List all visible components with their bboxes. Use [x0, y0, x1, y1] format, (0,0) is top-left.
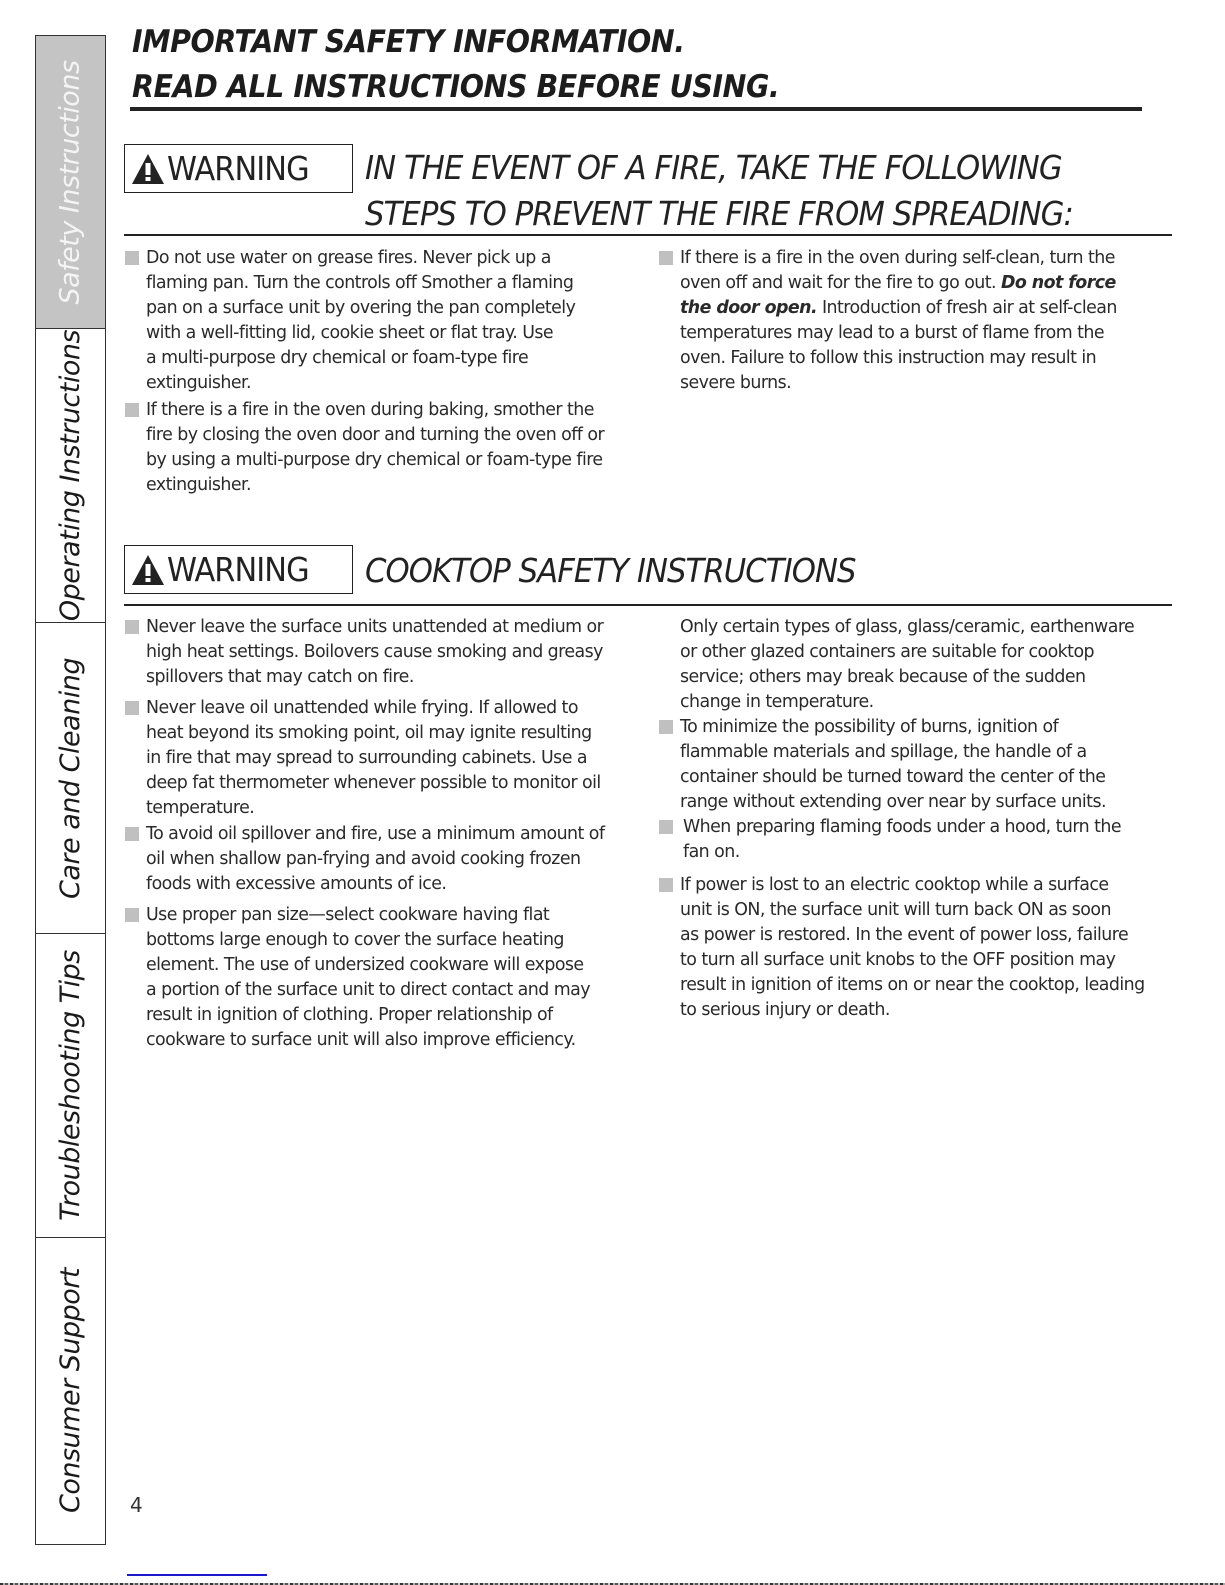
text-line: to turn all surface unit knobs to the OFF position may [680, 950, 1116, 970]
title-line-1: IMPORTANT SAFETY INFORMATION. [132, 24, 685, 60]
text-line: result in ignition of items on or near the cooktop, leading [680, 975, 1145, 995]
text-line: service; others may break because of the sudden [680, 667, 1086, 687]
list-item [658, 815, 1198, 865]
warning-label: WARNING [167, 550, 309, 589]
emphasis-text: the door open. [680, 298, 817, 318]
tab-consumer-support[interactable] [36, 1238, 105, 1543]
tab-label: Safety Instructions [55, 59, 86, 305]
bottom-link-underline[interactable] [127, 1574, 267, 1576]
tab-label: Troubleshooting Tips [55, 950, 86, 1221]
fire-right-column [658, 246, 1178, 396]
tab-label: Care and Cleaning [55, 657, 87, 899]
text-line: If power is lost to an electric cooktop while a surface [680, 875, 1109, 895]
text-line: container should be turned toward the center of the [680, 767, 1106, 787]
list-item [658, 615, 1198, 715]
text-line: a multi-purpose dry chemical or foam-type fire [146, 348, 529, 368]
list-item [658, 715, 1198, 815]
cooktop-section-heading: COOKTOP SAFETY INSTRUCTIONS [365, 551, 856, 590]
text-line: extinguisher. [146, 475, 251, 495]
text-line: foods with excessive amounts of ice. [146, 874, 447, 894]
text-line: to serious injury or death. [680, 1000, 890, 1020]
text-line: unit is ON, the surface unit will turn back ON as soon [680, 900, 1111, 920]
text-line: a portion of the surface unit to direct contact and may [146, 980, 590, 1000]
text-line [680, 271, 1178, 296]
text-line: temperatures may lead to a burst of flame from the [680, 323, 1104, 343]
heading-line-1: IN THE EVENT OF A FIRE, TAKE THE FOLLOWING [365, 148, 1062, 187]
text-line: bottoms large enough to cover the surface heating [146, 930, 564, 950]
text-line: To avoid oil spillover and fire, use a minimum amount of [146, 824, 605, 844]
list-item [124, 615, 654, 690]
list-item [658, 873, 1198, 1023]
list-item [124, 822, 654, 897]
text-line: element. The use of undersized cookware will expose [146, 955, 584, 975]
text-line: flammable materials and spillage, the handle of a [680, 742, 1087, 762]
text-line [680, 296, 1178, 321]
tab-label: Consumer Support [55, 1268, 86, 1513]
text-line: or other glazed containers are suitable for cooktop [680, 642, 1095, 662]
list-item [124, 398, 644, 498]
text-run: Introduction of fresh air at self-clean [817, 298, 1117, 318]
text-line: If there is a fire in the oven during baking, smother the [146, 400, 594, 420]
bullet-square-icon [125, 403, 139, 417]
warning-badge-cooktop [124, 545, 353, 594]
emphasis-text: Do not force [1001, 273, 1116, 293]
bullet-square-icon [125, 908, 139, 922]
list-item [124, 903, 654, 1053]
text-line: in fire that may spread to surrounding cabinets. Use a [146, 748, 587, 768]
heading-line-2: STEPS TO PREVENT THE FIRE FROM SPREADING: [365, 194, 1073, 233]
text-run: oven off and wait for the fire to go out. [680, 273, 1001, 293]
tab-troubleshooting-tips[interactable] [36, 934, 105, 1238]
bullet-square-icon [125, 620, 139, 634]
bullet-square-icon [659, 820, 673, 834]
warning-badge-fire [124, 144, 353, 193]
title-line-2: READ ALL INSTRUCTIONS BEFORE USING. [132, 69, 780, 105]
text-line: extinguisher. [146, 373, 251, 393]
tab-safety-instructions[interactable] [36, 36, 105, 329]
text-line: oven. Failure to follow this instruction may result in [680, 348, 1097, 368]
text-line: To minimize the possibility of burns, ignition of [680, 717, 1059, 737]
text-line: fan on. [683, 842, 740, 862]
text-line: temperature. [146, 798, 255, 818]
text-line: Never leave the surface units unattended at medium or [146, 617, 604, 637]
text-line: high heat settings. Boilovers cause smoking and greasy [146, 642, 603, 662]
text-line: Use proper pan size—select cookware having flat [146, 905, 550, 925]
fire-section-heading [365, 145, 1073, 237]
bullet-square-icon [659, 251, 673, 265]
cooktop-right-column [658, 615, 1198, 1023]
fire-section-divider [124, 234, 1172, 236]
warning-label: WARNING [167, 149, 309, 188]
text-line: Do not use water on grease fires. Never pick up a [146, 248, 551, 268]
text-line: pan on a surface unit by overing the pan completely [146, 298, 576, 318]
bullet-square-icon [125, 701, 139, 715]
text-line: change in temperature. [680, 692, 874, 712]
page-number: 4 [130, 1493, 143, 1517]
text-line: flaming pan. Turn the controls off Smother a flaming [146, 273, 574, 293]
bullet-square-icon [659, 720, 673, 734]
text-line: When preparing flaming foods under a hood, turn the [683, 817, 1122, 837]
text-line: spillovers that may catch on fire. [146, 667, 414, 687]
list-item [124, 246, 644, 396]
text-line: heat beyond its smoking point, oil may ignite resulting [146, 723, 592, 743]
cooktop-left-column [124, 615, 654, 1053]
section-tabs [35, 35, 106, 1545]
page-title [132, 20, 1061, 110]
text-line: with a well-fitting lid, cookie sheet or flat tray. Use [146, 323, 554, 343]
bullet-square-icon [125, 827, 139, 841]
list-item [658, 246, 1178, 396]
bullet-square-icon [125, 251, 139, 265]
warning-triangle-icon [131, 554, 165, 586]
text-line: severe burns. [680, 373, 792, 393]
list-item [124, 696, 654, 821]
text-line: by using a multi-purpose dry chemical or foam-type fire [146, 450, 603, 470]
tab-label: Operating Instructions [55, 329, 86, 622]
text-line: result in ignition of clothing. Proper relationship of [146, 1005, 553, 1025]
text-line: as power is restored. In the event of power loss, failure [680, 925, 1129, 945]
warning-triangle-icon [131, 153, 165, 185]
text-line: Only certain types of glass, glass/ceramic, earthenware [680, 617, 1135, 637]
text-line: If there is a fire in the oven during self-clean, turn the [680, 248, 1115, 268]
tab-care-and-cleaning[interactable] [36, 623, 105, 934]
title-divider [130, 107, 1142, 111]
fire-left-column [124, 246, 644, 498]
text-line: cookware to surface unit will also improve efficiency. [146, 1030, 576, 1050]
text-line: Never leave oil unattended while frying. If allowed to [146, 698, 578, 718]
text-line: oil when shallow pan-frying and avoid cooking frozen [146, 849, 581, 869]
text-line: deep fat thermometer whenever possible to monitor oil [146, 773, 601, 793]
cooktop-section-divider [124, 604, 1172, 606]
text-line: range without extending over near by surface units. [680, 792, 1106, 812]
text-line: fire by closing the oven door and turning the oven off or [146, 425, 605, 445]
tab-operating-instructions[interactable] [36, 329, 105, 623]
bullet-square-icon [659, 878, 673, 892]
